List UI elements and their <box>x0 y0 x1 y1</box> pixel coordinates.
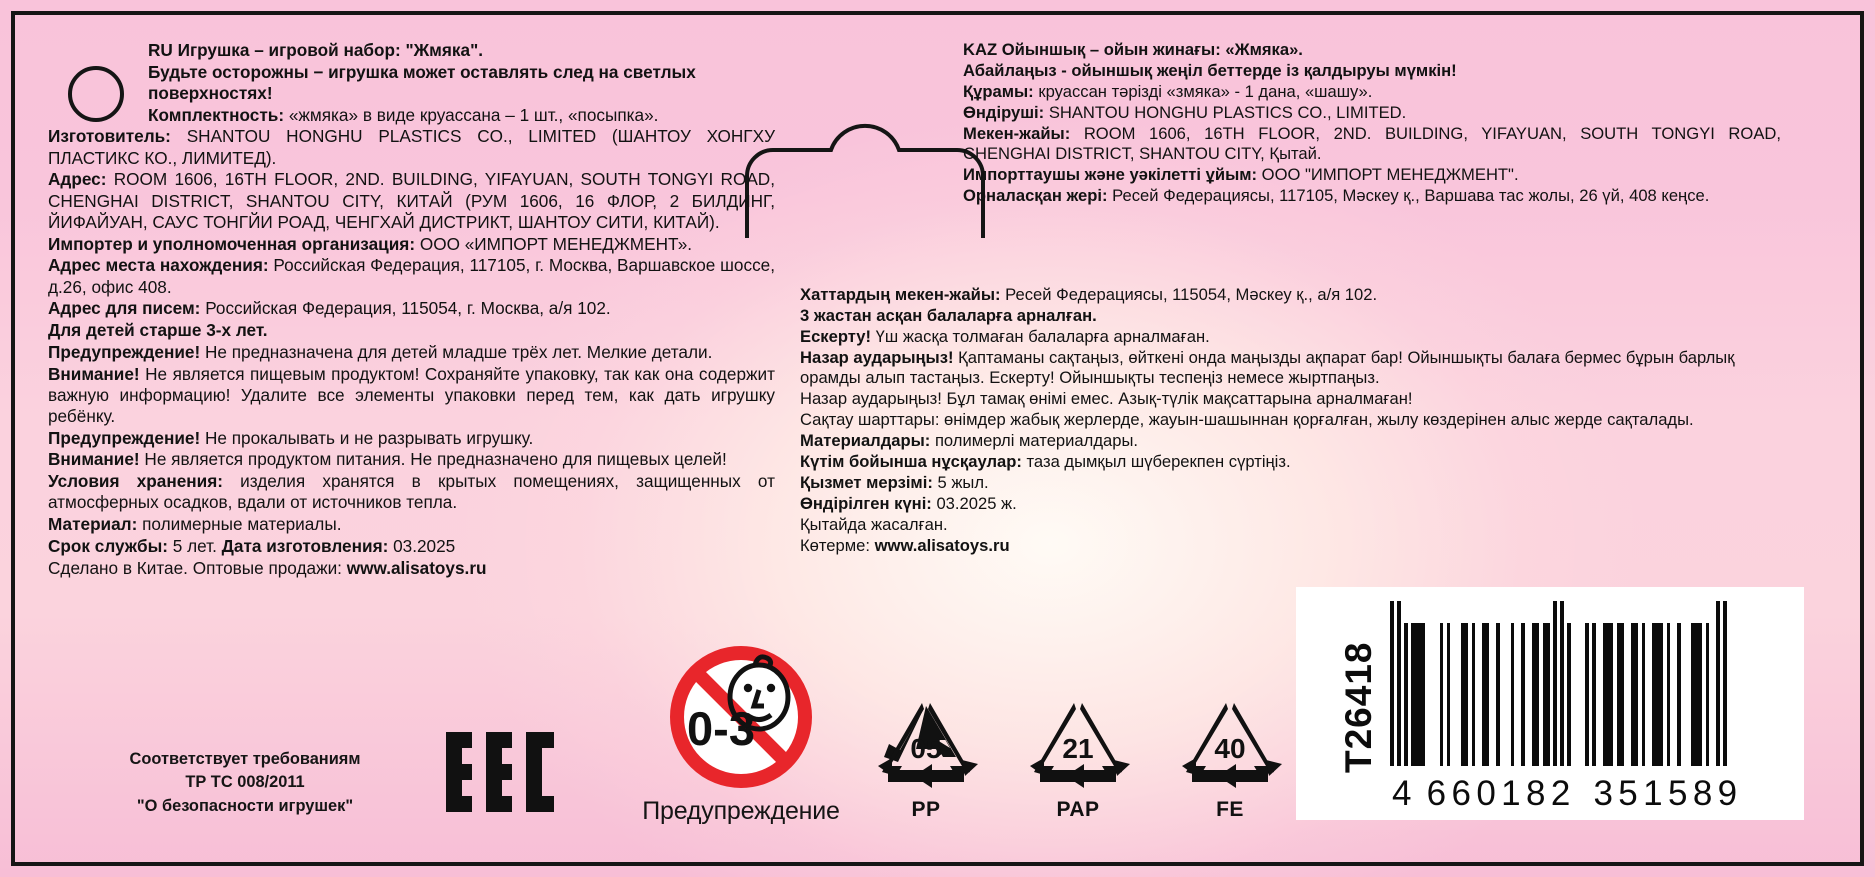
barcode-digit: 6 <box>1426 774 1447 813</box>
recycling-marks-row <box>872 700 1284 822</box>
barcode-digit: 9 <box>1717 774 1738 813</box>
kaz-warning-3: Назар аударыңыз! Бұл тамақ өнімі емес. Азық-түлік мақсаттарына арналмаған! <box>800 389 1413 409</box>
barcode-digit: 1 <box>1501 774 1521 813</box>
barcode-digit: 2 <box>1550 774 1571 813</box>
mobius-loop-icon <box>1176 700 1284 792</box>
kaz-caution: Абайлаңыз - ойыншық жеңіл беттерде із қалдыруы мүмкін! <box>963 60 1457 80</box>
tr-ts-line-2: ТР ТС 008/2011 <box>185 773 305 792</box>
recycling-mark <box>1176 700 1284 822</box>
mobius-loop-icon <box>872 700 980 792</box>
barcode-digit: 1 <box>1643 774 1663 813</box>
barcode-digit: 4 <box>1392 774 1412 813</box>
ru-address: Адрес: ROOM 1606, 16TH FLOOR, 2ND. BUILDING, YIFAYUAN, SOUTH TONGYI ROAD, CHENGHAI DISTRICT, SHANTOU CITY, КИТАЙ (РУМ 1606, 16 ФЛОР, 2 БИЛДИНГ, ЙИФАЙУАН, САУС ТОНГЙИ РОАД, ЧЕНГХАЙ ДИСТРИКТ, ШАНТОУ СИТИ, КИТАЙ). <box>48 169 775 232</box>
recycling-code: FE <box>1216 798 1244 821</box>
kaz-wholesale: Көтерме: www.alisatoys.ru <box>800 536 1010 556</box>
kaz-age-statement: 3 жастан асқан балаларға арналған. <box>800 305 1097 325</box>
tr-ts-line-3: "О безопасности игрушек" <box>136 796 354 815</box>
barcode-digits <box>1380 774 1804 814</box>
ru-text-column <box>48 40 775 579</box>
kaz-storage: Сақтау шарттары: өнімдер жабық жерлерде, жауын-шашыннан қорғалған, жылу көздерінен алыс жерде сақталады. <box>800 410 1694 430</box>
tr-ts-line-1: Соответствует требованиям <box>129 750 361 768</box>
barcode-bars <box>1390 601 1790 766</box>
kaz-importer: Импорттаушы және уәкілетті ұйым: ООО "ИМПОРТ МЕНЕДЖМЕНТ". <box>963 165 1519 185</box>
mobius-loop-icon <box>1024 700 1132 792</box>
barcode-digit: 8 <box>1526 774 1546 813</box>
kaz-warning-1: Ескерту! Үш жасқа толмаған балаларға арналмаған. <box>800 326 1210 346</box>
kaz-material: Материалдары: полимерлі материалдары. <box>800 431 1139 451</box>
age-warning-block <box>626 645 856 826</box>
age-warning-caption: Предупреждение <box>642 797 840 825</box>
ru-storage: Условия хранения: изделия хранятся в крытых помещениях, защищенных от атмосферных осадков, вдали от источников тепла. <box>48 471 775 513</box>
recycling-code: PP <box>911 798 941 821</box>
barcode-digit: 3 <box>1593 774 1613 813</box>
kaz-service-life: Қызмет мерзімі: 5 жыл. <box>800 473 989 493</box>
ru-warning-2: Внимание! Не является пищевым продуктом! Сохраняйте упаковку, так как она содержит важную информацию! Удалите все элементы упаковки перед тем, как дать игрушку ребёнку. <box>48 363 775 426</box>
barcode-sku: T26418 <box>1338 641 1379 774</box>
barcode-block <box>1296 587 1804 820</box>
barcode-digit: 8 <box>1692 774 1713 813</box>
kaz-made-in: Қытайда жасалған. <box>800 515 948 535</box>
barcode-digit: 0 <box>1476 774 1496 813</box>
kaz-address: Мекен-жайы: ROOM 1606, 16TH FLOOR, 2ND. BUILDING, YIFAYUAN, SOUTH TONGYI ROAD, CHENGHAI DISTRICT, SHANTOU CITY, Қытай. <box>963 123 1781 164</box>
recycling-number: 21 <box>1062 733 1094 764</box>
kaz-text-column-wide <box>800 285 1781 557</box>
ru-age-statement: Для детей старше 3-х лет. <box>48 320 268 341</box>
recycling-number: 05 <box>910 733 942 764</box>
barcode-graphic <box>1380 587 1804 820</box>
ru-contents: Комплектность: «жмяка» в виде круассана – 1 шт., «посыпка». <box>148 104 659 125</box>
barcode-digit: 5 <box>1667 774 1688 813</box>
ru-caution: Будьте осторожны − игрушка может оставлять след на светлых поверхностях! <box>148 61 696 103</box>
kaz-text-column <box>800 40 1781 556</box>
kaz-mail-address: Хаттардың мекен-жайы: Ресей Федерациясы, 115054, Мәскеу қ., а/я 102. <box>800 285 1378 304</box>
ru-mail-address: Адрес для писем: Российская Федерация, 115054, г. Москва, а/я 102. <box>48 298 611 319</box>
svg-text:0-3: 0-3 <box>687 702 755 755</box>
barcode-digit: 6 <box>1451 774 1471 813</box>
eac-mark-icon <box>442 728 562 833</box>
ru-made-in: Сделано в Китае. Оптовые продажи: www.alisatoys.ru <box>48 557 487 578</box>
kaz-manufacturer: Өндіруші: SHANTOU HONGHU PLASTICS CO., LIMITED. <box>963 102 1407 122</box>
recycling-code: PAP <box>1056 798 1100 821</box>
kaz-contents: Құрамы: круассан тәрізді «змяка» - 1 дана, «шашу». <box>963 81 1373 101</box>
ru-manufacturer: Изготовитель: SHANTOU HONGHU PLASTICS CO., LIMITED (ШАНТОУ ХОНГХУ ПЛАСТИКС КО., ЛИМИТЕД). <box>48 126 775 168</box>
ru-material: Материал: полимерные материалы. <box>48 514 342 535</box>
tr-ts-conformity-text <box>70 748 420 818</box>
ru-warning-3: Предупреждение! Не прокалывать и не разрывать игрушку. <box>48 427 534 448</box>
ru-warning-1: Предупреждение! Не предназначена для детей младше трёх лет. Мелкие детали. <box>48 341 713 362</box>
recycling-mark <box>872 700 980 822</box>
ru-service-life: Срок службы: 5 лет. Дата изготовления: 03.2025 <box>48 535 456 556</box>
ru-location: Адрес места нахождения: Российская Федерация, 117105, г. Москва, Варшавское шоссе, д.26, офис 408. <box>48 255 776 297</box>
diecut-outline-icon <box>745 118 985 238</box>
kaz-title: KAZ Ойыншық – ойын жинағы: «Жмяка». <box>963 40 1303 59</box>
ru-importer: Импортер и уполномоченная организация: ООО «ИМПОРТ МЕНЕДЖМЕНТ». <box>48 233 693 254</box>
no-children-under-3-icon <box>626 645 856 790</box>
kaz-warning-2: Назар аударыңыз! Қаптаманы сақтаңыз, өйткені онда маңызды ақпарат бар! Ойыншықты балаға бермес бұрын барлық орамды алып тастаңыз. Ескерту! Ойыншықты теспеңіз немесе жыртпаңыз. <box>800 347 1735 388</box>
kaz-production-date: Өндірілген күні: 03.2025 ж. <box>800 494 1017 514</box>
barcode-digit: 5 <box>1618 774 1638 813</box>
ru-warning-4: Внимание! Не является продуктом питания. Не предназначено для пищевых целей! <box>48 449 727 470</box>
recycling-number: 40 <box>1214 733 1246 764</box>
kaz-care: Күтім бойынша нұсқаулар: таза дымқыл шүберекпен сүртіңіз. <box>800 452 1291 472</box>
ru-title: RU Игрушка – игровой набор: "Жмяка". <box>148 40 484 60</box>
recycling-mark <box>1024 700 1132 822</box>
kaz-location: Орналасқан жері: Ресей Федерациясы, 117105, Мәскеу қ., Варшава тас жолы, 26 үй, 408 кеңсе. <box>963 186 1710 206</box>
